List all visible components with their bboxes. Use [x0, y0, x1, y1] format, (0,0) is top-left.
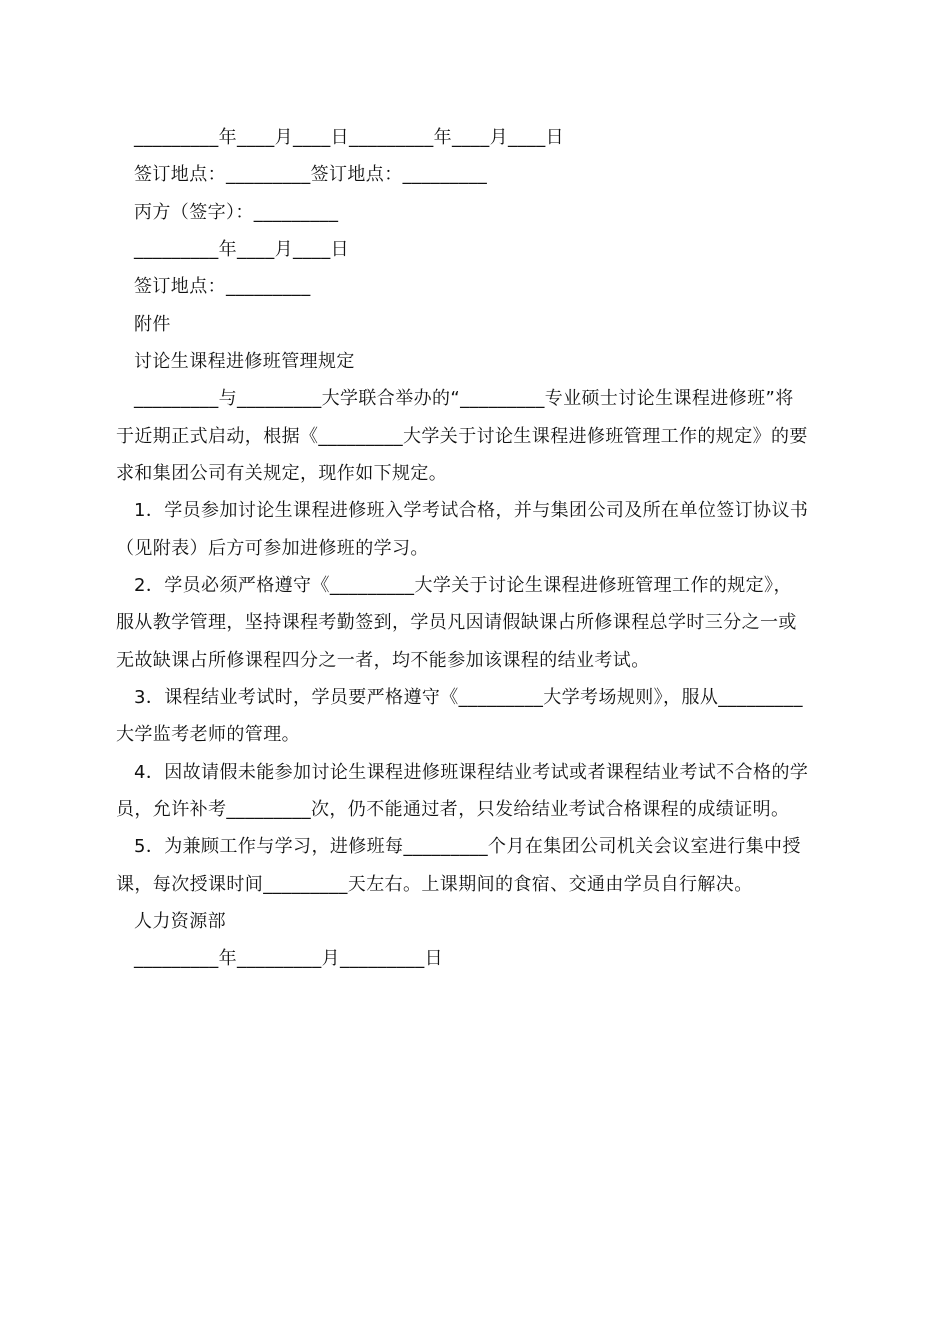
intro-paragraph-line-2: 于近期正式启动，根据《_________大学关于讨论生课程进修班管理工作的规定》的要 — [116, 426, 808, 447]
rule-1-line-2: （见附表）后方可参加进修班的学习。 — [116, 538, 429, 559]
rule-3-line-1: 3．课程结业考试时，学员要严格遵守《_________大学考场规则》，服从_________ — [134, 687, 803, 708]
rule-3-line-2: 大学监考老师的管理。 — [116, 724, 300, 745]
rule-5-line-1: 5．为兼顾工作与学习，进修班每_________个月在集团公司机关会议室进行集中授 — [134, 836, 801, 857]
attachment-title: 讨论生课程进修班管理规定 — [134, 351, 355, 372]
party-c-signature-line: 丙方（签字）：_________ — [134, 202, 339, 223]
rule-4-line-1: 4．因故请假未能参加讨论生课程进修班课程结业考试或者课程结业考试不合格的学 — [134, 762, 809, 783]
rule-1-line-1: 1．学员参加讨论生课程进修班入学考试合格，并与集团公司及所在单位签订协议书 — [134, 500, 809, 521]
date-line-parties: _________年____月____日_________年____月____日 — [134, 127, 564, 148]
signing-place-line-c: 签订地点：_________ — [134, 276, 311, 297]
rule-4-line-2: 员，允许补考_________次，仍不能通过者，只发给结业考试合格课程的成绩证明。 — [116, 799, 790, 820]
attachment-label: 附件 — [134, 314, 171, 335]
intro-paragraph-line-1: _________与_________大学联合举办的“_________专业硕士讨论生课程进修班”将 — [134, 388, 794, 409]
intro-paragraph-line-3: 求和集团公司有关规定，现作如下规定。 — [116, 463, 448, 484]
signing-place-line: 签订地点：_________签订地点：_________ — [134, 164, 488, 185]
rule-2-line-2: 服从教学管理，坚持课程考勤签到，学员凡因请假缺课占所修课程总学时三分之一或 — [116, 612, 797, 633]
rule-2-line-1: 2．学员必须严格遵守《_________大学关于讨论生课程进修班管理工作的规定》， — [134, 575, 792, 596]
date-line-party-c: _________年____月____日 — [134, 239, 349, 260]
rule-5-line-2: 课，每次授课时间_________天左右。上课期间的食宿、交通由学员自行解决。 — [116, 874, 753, 895]
rule-2-line-3: 无故缺课占所修课程四分之一者，均不能参加该课程的结业考试。 — [116, 650, 650, 671]
closing-date-line: _________年_________月_________日 — [134, 948, 443, 969]
department-name: 人力资源部 — [134, 911, 226, 932]
